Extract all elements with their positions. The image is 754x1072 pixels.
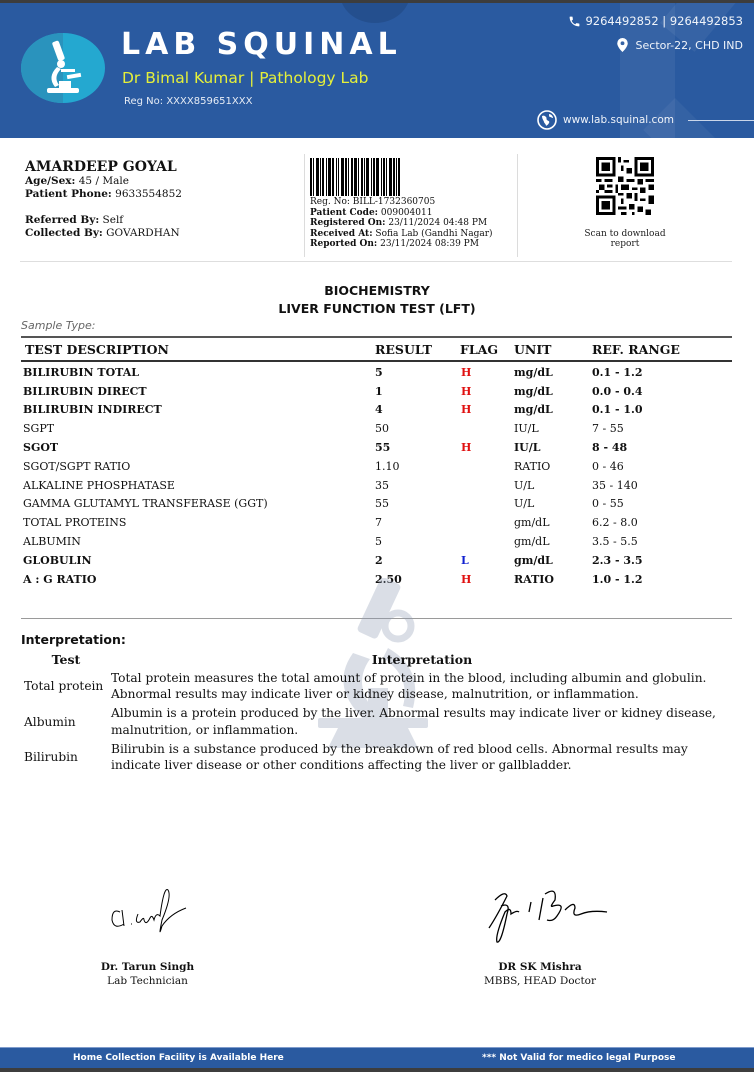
table-row: TOTAL PROTEINS 7 gm/dL 6.2 - 8.0 <box>23 516 638 530</box>
reported-on: Reported On: 23/11/2024 08:39 PM <box>310 239 479 249</box>
divider <box>21 618 732 619</box>
results-table <box>21 336 732 589</box>
flag-badge: H <box>461 365 472 379</box>
lab-subtitle: Dr Bimal Kumar | Pathology Lab <box>122 69 369 87</box>
signature-icon <box>98 880 198 950</box>
footer-bar <box>0 1047 754 1072</box>
qr-code-icon[interactable] <box>596 157 654 215</box>
flag-badge: L <box>461 553 469 567</box>
phone-numbers: 9264492852 | 9264492853 <box>585 14 743 28</box>
microscope-icon <box>21 33 105 103</box>
globe-icon <box>537 110 557 130</box>
contact-phone <box>568 14 743 28</box>
table-row: ALKALINE PHOSPHATASE 35 U/L 35 - 140 <box>23 478 638 492</box>
table-row: BILIRUBIN INDIRECT 4 H mg/dL 0.1 - 1.0 <box>23 403 643 417</box>
interpretation-header <box>21 652 733 670</box>
patient-phone: Patient Phone: 9633554852 <box>25 187 182 200</box>
patient-age-sex: Age/Sex: 45 / Male <box>25 175 129 187</box>
location-pin-icon <box>617 38 628 52</box>
column-header: UNIT <box>514 341 552 357</box>
lab-name: LAB SQUINAL <box>121 27 402 62</box>
column-header: Interpretation <box>371 652 473 667</box>
column-header: TEST DESCRIPTION <box>25 341 169 357</box>
test-title: LIVER FUNCTION TEST (LFT) <box>278 301 476 316</box>
table-row: BILIRUBIN DIRECT 1 H mg/dL 0.0 - 0.4 <box>23 384 643 398</box>
table-row: SGOT 55 H IU/L 8 - 48 <box>23 441 628 455</box>
interpretation-row: Total protein Total protein measures the total amount of protein in the blood, including albumin and globulin. Abnormal results may indicate liver or kidney disease, malnutrition, or inflammation. <box>24 671 707 702</box>
referred-by: Referred By: Self <box>25 214 124 226</box>
bill-reg-no: Reg. No: BILL-1732360705 <box>310 197 436 207</box>
address-text: Sector-22, CHD IND <box>635 38 743 52</box>
header-rule <box>688 120 754 121</box>
column-header: REF. RANGE <box>592 341 680 357</box>
signature-block-technician <box>90 880 205 988</box>
lab-header <box>0 0 754 138</box>
table-row: GLOBULIN 2 L gm/dL 2.3 - 3.5 <box>23 553 643 567</box>
patient-info <box>25 159 182 239</box>
column-header: RESULT <box>375 341 432 357</box>
received-at: Received At: Sofia Lab (Gandhi Nagar) <box>310 228 493 239</box>
sample-type: Sample Type: <box>21 319 96 332</box>
interpretation-table <box>21 652 733 776</box>
interpretation-title: Interpretation: <box>21 632 126 647</box>
signatory-role: MBBS, HEAD Doctor <box>483 975 597 987</box>
phone-icon <box>568 15 581 28</box>
signatory-role: Lab Technician <box>107 975 188 987</box>
table-row: A : G RATIO 2.50 H RATIO 1.0 - 1.2 <box>23 572 643 586</box>
collected-by: Collected By: GOVARDHAN <box>25 226 180 239</box>
registered-on: Registered On: 23/11/2024 04:48 PM <box>310 218 488 228</box>
divider <box>20 261 732 262</box>
patient-code: Patient Code: 009004011 <box>310 207 433 218</box>
qr-download[interactable] <box>570 157 680 249</box>
signature-icon <box>465 880 615 950</box>
interpretation-row: Albumin Albumin is a protein produced by the liver. Abnormal results may indicate liver or kidney disease, malnutrition, or inflammation. <box>24 706 716 737</box>
column-header: Test <box>51 652 81 667</box>
footer-disclaimer: *** Not Valid for medico legal Purpose <box>482 1053 676 1063</box>
lab-reg-no: Reg No: XXXX859651XXX <box>124 96 253 107</box>
table-row: SGPT 50 IU/L 7 - 55 <box>23 422 624 436</box>
footer-home-collection: Home Collection Facility is Available Here <box>73 1053 284 1063</box>
flag-badge: H <box>461 384 472 398</box>
table-row: BILIRUBIN TOTAL 5 H mg/dL 0.1 - 1.2 <box>23 365 643 379</box>
signatory-name: DR SK Mishra <box>498 961 582 973</box>
department-title: BIOCHEMISTRY <box>324 283 430 298</box>
table-header <box>21 336 732 362</box>
flag-badge: H <box>461 441 472 455</box>
contact-address <box>617 38 743 52</box>
signatory-name: Dr. Tarun Singh <box>100 961 195 973</box>
flag-badge: H <box>461 403 472 417</box>
interpretation-row: Bilirubin Bilirubin is a substance produced by the breakdown of red blood cells. Abnormal results may indicate liver disease or other conditions affecting the liver or gallbladder. <box>24 741 688 773</box>
header-decoration <box>340 0 410 23</box>
column-header: FLAG <box>460 341 499 357</box>
signature-block-doctor <box>455 880 625 988</box>
website-link[interactable]: www.lab.squinal.com <box>563 114 674 126</box>
barcode <box>310 158 493 196</box>
patient-name: AMARDEEP GOYAL <box>25 159 177 175</box>
contact-website[interactable] <box>537 110 674 130</box>
table-row: ALBUMIN 5 gm/dL 3.5 - 5.5 <box>23 535 638 549</box>
registration-info <box>310 158 493 250</box>
flag-badge: H <box>461 572 472 586</box>
divider <box>517 154 518 257</box>
divider <box>304 154 305 257</box>
table-row: SGOT/SGPT RATIO 1.10 RATIO 0 - 46 <box>23 459 624 473</box>
table-row: GAMMA GLUTAMYL TRANSFERASE (GGT) 55 U/L 0 - 55 <box>23 497 624 511</box>
qr-caption: Scan to download report <box>584 229 666 249</box>
